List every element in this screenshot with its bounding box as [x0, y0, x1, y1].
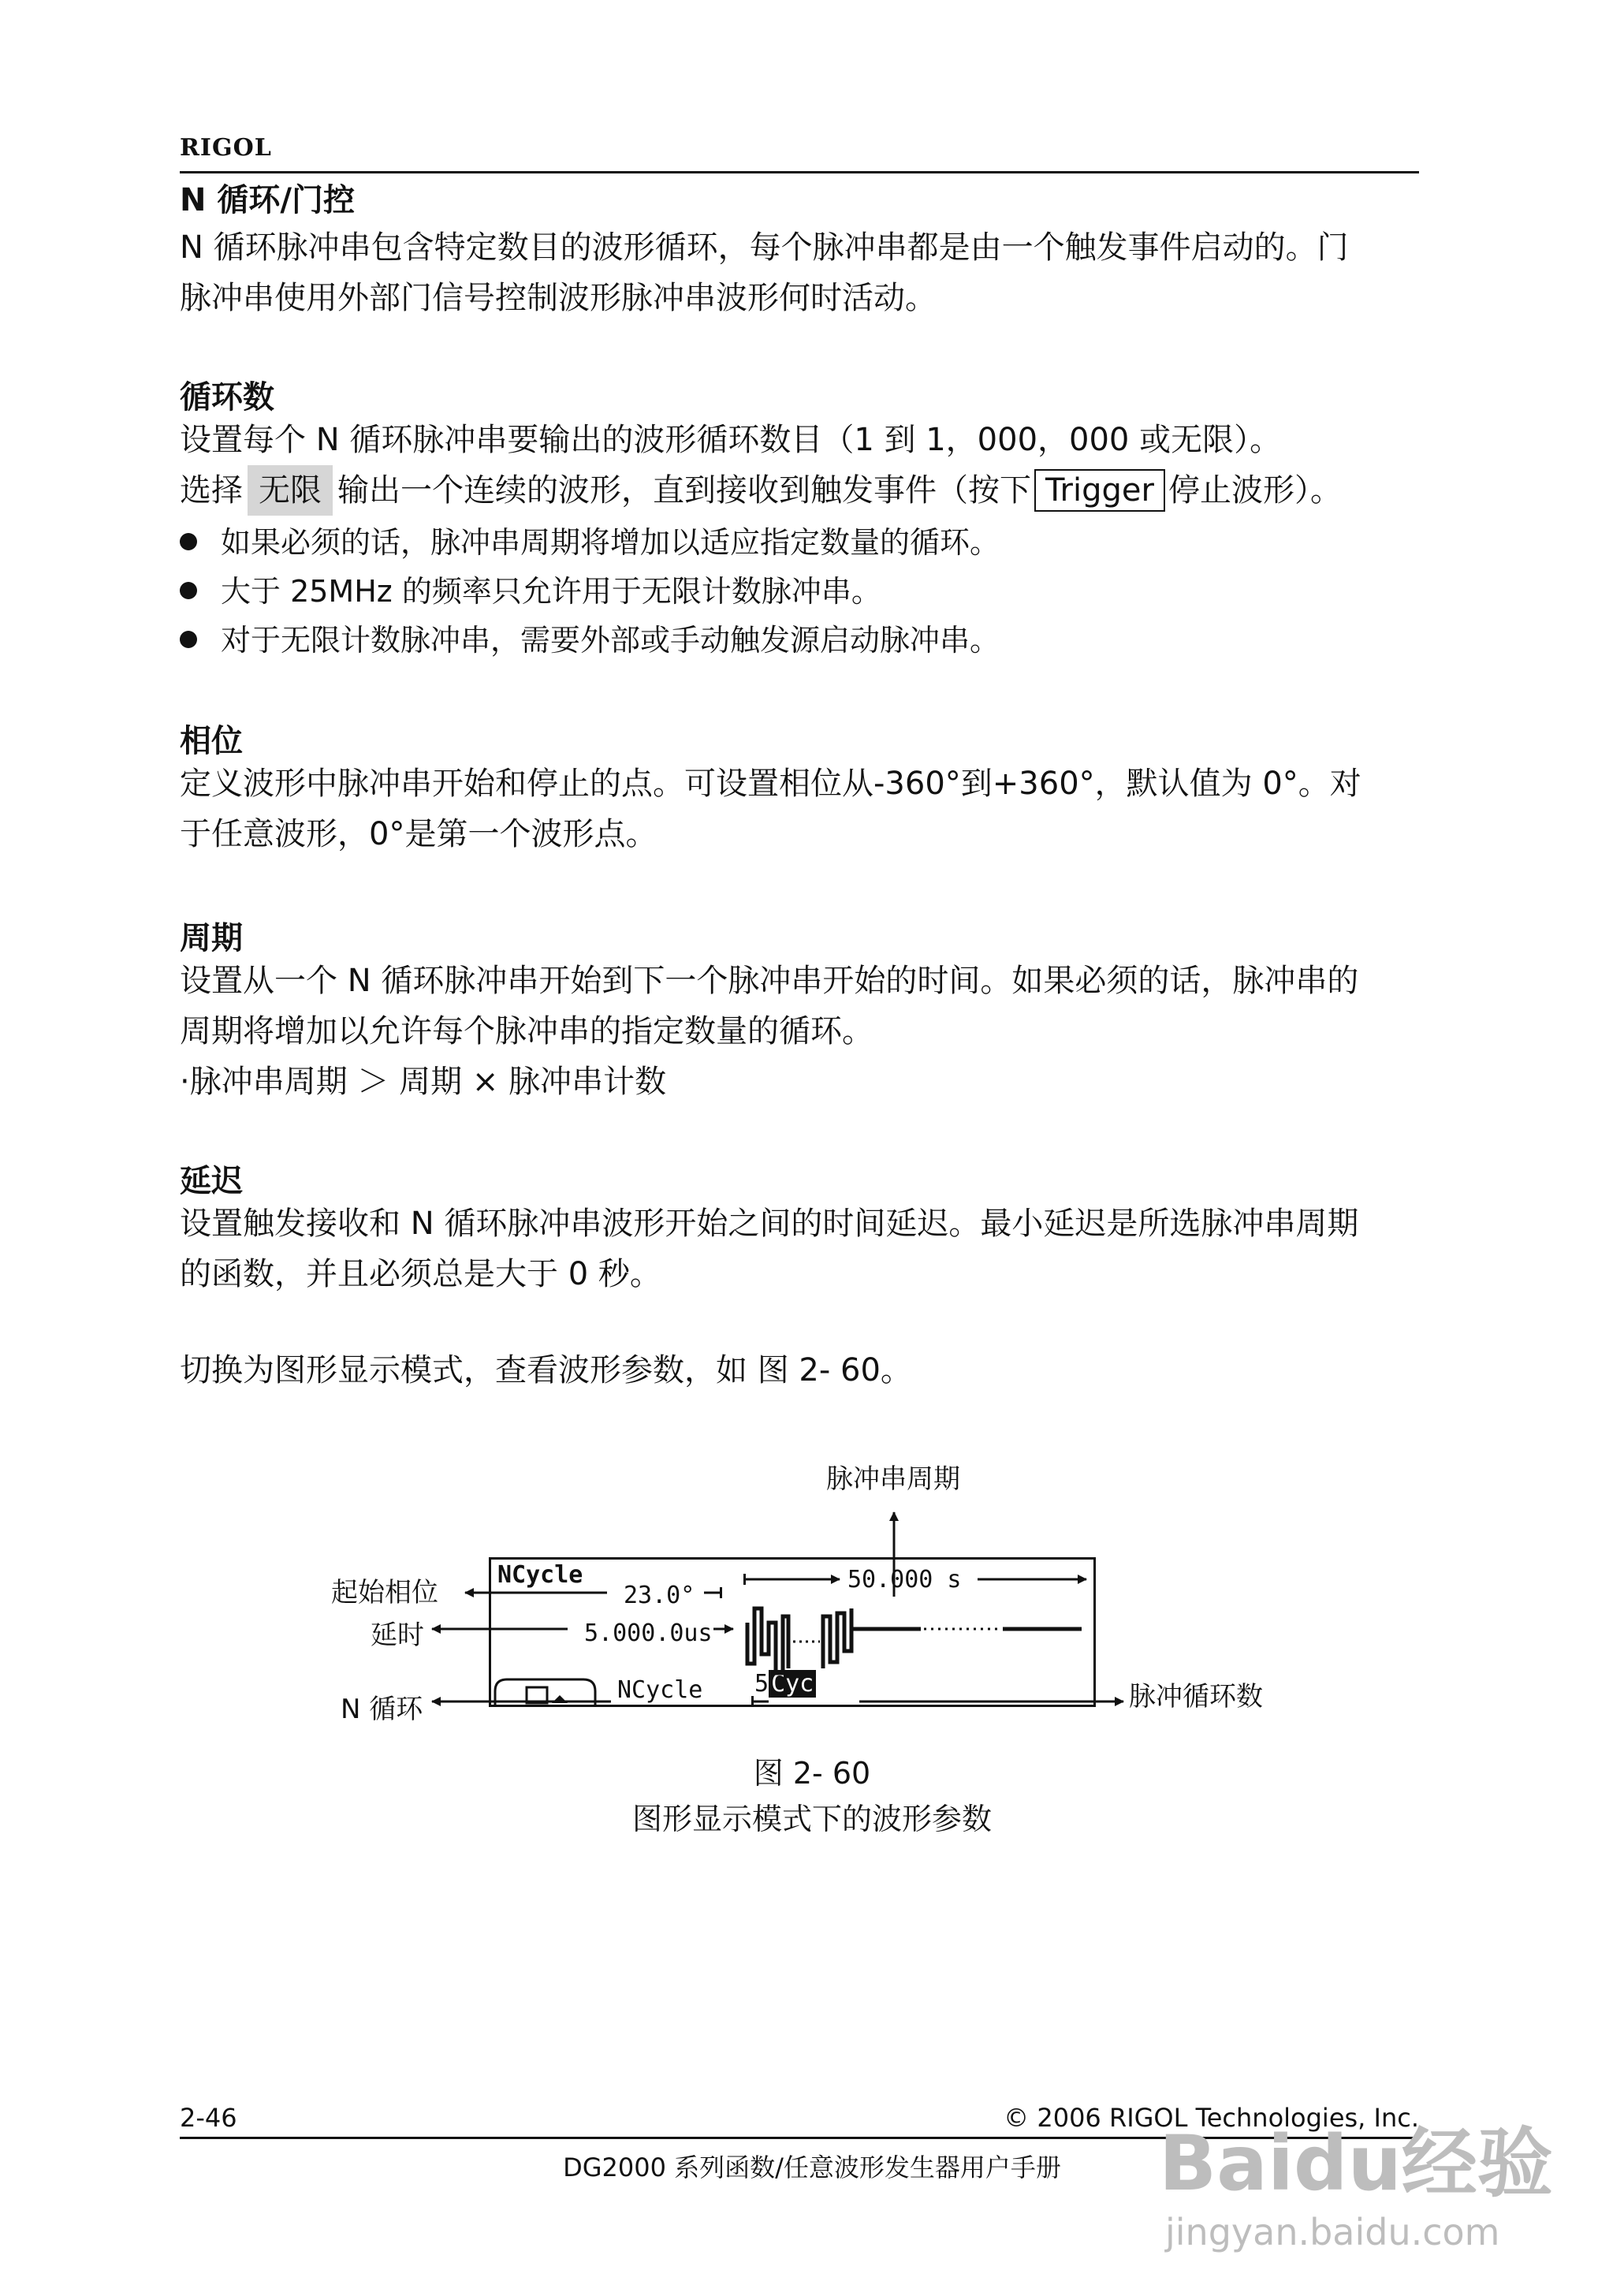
- page-number: 2-46: [180, 2103, 237, 2133]
- count-line-2-pre: 选择: [180, 472, 243, 509]
- label-burst-period: 脉冲串周期: [826, 1463, 960, 1495]
- label-start-phase: 起始相位: [331, 1577, 438, 1608]
- phase-line-1: 定义波形中脉冲串开始和停止的点。可设置相位从-360°到+360°，默认值为 0°。对: [180, 766, 1361, 802]
- bullet-item: 大于 25MHz 的频率只允许用于无限计数脉冲串。: [180, 569, 881, 613]
- burst-waveform-start: [747, 1608, 788, 1673]
- period-formula: ·脉冲串周期 ＞ 周期 × 脉冲串计数: [180, 1064, 667, 1100]
- lcd-cycle-highlight: Cyc: [769, 1670, 816, 1698]
- heading-period: 周期: [180, 920, 243, 956]
- watermark-logo: Baidu经验: [1159, 2119, 1553, 2208]
- lcd-cycle-count: 5 Cyc: [754, 1670, 816, 1698]
- delay-line-2: 的函数，并且必须总是大于 0 秒。: [180, 1256, 661, 1292]
- ncycle-line-1: N 循环脉冲串包含特定数目的波形循环，每个脉冲串都是由一个触发事件启动的。门: [180, 229, 1349, 266]
- count-line-1: 设置每个 N 循环脉冲串要输出的波形循环数目（1 到 1，000，000 或无限）。: [180, 422, 1282, 458]
- lcd-period-value: 50.000 s: [847, 1566, 962, 1593]
- bullet-item: 如果必须的话，脉冲串周期将增加以适应指定数量的循环。: [180, 520, 1000, 565]
- label-n-cycle: N 循环: [341, 1694, 423, 1725]
- count-line-2-mid: 输出一个连续的波形，直到接收到触发事件（按下: [337, 472, 1031, 509]
- burst-waveform-end: [823, 1608, 851, 1668]
- label-cycle-count: 脉冲循环数: [1129, 1681, 1263, 1713]
- triangle-up-icon: [552, 1695, 568, 1703]
- manual-title: DG2000 系列函数/任意波形发生器用户手册: [563, 2152, 1061, 2182]
- copyright: © 2006 RIGOL Technologies, Inc.: [1004, 2103, 1419, 2133]
- heading-cycle-count: 循环数: [180, 379, 274, 416]
- period-line-1: 设置从一个 N 循环脉冲串开始到下一个脉冲串开始的时间。如果必须的话，脉冲串的: [180, 963, 1359, 999]
- heading-phase: 相位: [180, 723, 243, 759]
- switch-mode-line: 切换为图形显示模式，查看波形参数，如 图 2- 60。: [180, 1352, 912, 1388]
- phase-line-2: 于任意波形，0°是第一个波形点。: [180, 816, 657, 852]
- figure-title: 图形显示模式下的波形参数: [631, 1802, 992, 1836]
- lcd-softkey-label: NCycle: [617, 1676, 703, 1704]
- label-delay: 延时: [371, 1620, 424, 1651]
- delay-line-1: 设置触发接收和 N 循环脉冲串波形开始之间的时间延迟。最小延迟是所选脉冲串周期: [180, 1206, 1359, 1242]
- heading-delay: 延迟: [180, 1163, 243, 1199]
- lcd-mode-title: NCycle: [497, 1561, 583, 1589]
- lcd-phase-value: 23.0°: [624, 1582, 695, 1609]
- softkey-infinite: 无限: [248, 465, 333, 516]
- period-line-2: 周期将增加以允许每个脉冲串的指定数量的循环。: [180, 1013, 873, 1049]
- trigger-key: Trigger: [1034, 469, 1165, 512]
- heading-ncycle-gate: N 循环/门控: [180, 182, 356, 218]
- watermark-url: jingyan.baidu.com: [1165, 2211, 1500, 2253]
- bullet-item: 对于无限计数脉冲串，需要外部或手动触发源启动脉冲串。: [180, 618, 1000, 662]
- figure-number: 图 2- 60: [753, 1756, 871, 1791]
- lcd-delay-value: 5.000.0us: [584, 1620, 713, 1647]
- ncycle-line-2: 脉冲串使用外部门信号控制波形脉冲串波形何时活动。: [180, 280, 937, 316]
- count-line-2-post: 停止波形）。: [1168, 472, 1342, 509]
- header-brand: RIGOL: [180, 134, 272, 162]
